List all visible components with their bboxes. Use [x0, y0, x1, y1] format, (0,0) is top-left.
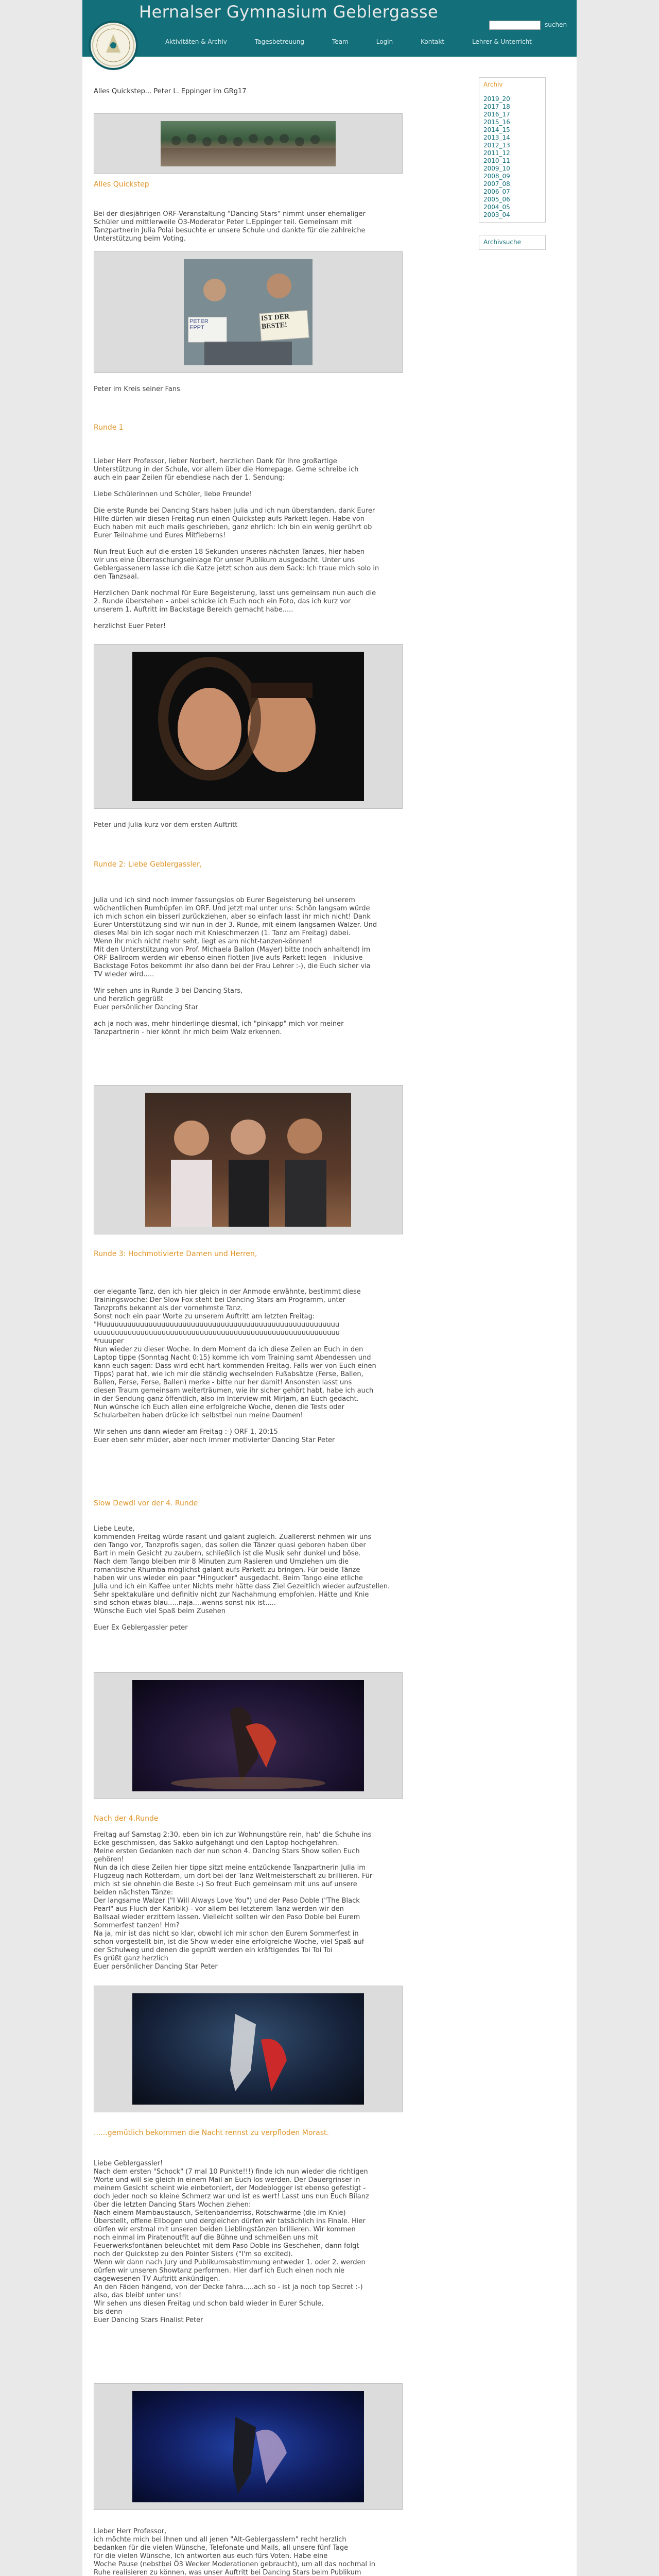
archive-year-link[interactable]: 2019_20: [483, 95, 510, 103]
archive-year-link[interactable]: 2003_04: [483, 211, 510, 218]
sidebar: [479, 77, 546, 250]
round3-text: der elegante Tanz, den ich hier gleich in der Anmode erwähnte, bestimmt diese Trainingswoche: Der Slow Fox steht bei Dancing Stars am Programm, unter Tanzprofis bekannt als der vornehmste Tanz. Sonst noch ein paar Worte zu unserem Auftritt am letzten Freitag: "Huuuuuuuuuuuuuuuuuuuuuuuuuuuuuuuuuuuuuuuuuuuuuuuuuuuuuuuu uuuuuuuuuuuuuuuuuuuuuuuuuuuuuuuuuuuuuuuuuuuuuuuuuuuuuuuuuu *ruuuper Nun wieder zu dieser Woche. In dem Moment da ich diese Zeilen an Euch in den Laptop tippe (Sonntag Nacht 0:15) komme ich vom Training samt Abendessen und kann euch sagen: Dass wird echt hart kommenden Freitag. Falls wer von Euch einen Tipps) parat hat, wie ich mir die ständig wechselnden Fußabsätze (Ferse, Ballen, Ballen, Ferse, Ferse, Ballen) merke - bitte nur her damit! Ansonsten lasst uns diesen Traum gemeinsam weiterträumen, wie ihr sicher gehört habt, habe ich auch in der Sendung ganz öffentlich, also im Interview mit Mirjam, an Euch gedacht. Nun wünsche ich Euch allen eine erfolgreiche Woche, denen die Tests oder Schularbeiten haben drücke ich selbstbei nun meine Daumen! Wir sehen uns dann wieder am Freitag :-) ORF 1, 20:15 Euer eben sehr müder, aber noch immer motivierter Dancing Star Peter: [94, 1288, 376, 1444]
archive-year-link[interactable]: 2004_05: [483, 204, 510, 211]
nav-item-teachers[interactable]: Lehrer & Unterricht: [472, 38, 532, 45]
main-content-area: [82, 57, 577, 2576]
archive-year-link[interactable]: 2014_15: [483, 126, 510, 133]
search-link[interactable]: suchen: [545, 21, 567, 28]
nav-item-team[interactable]: Team: [332, 38, 349, 45]
page: [82, 0, 577, 2576]
archive-search-box: [479, 235, 546, 250]
intro-text: Bei der diesjährigen ORF-Veranstaltung "Dancing Stars" nimmt unser ehemaliger Schüler und mittlerweile Ö3-Moderator Peter L.Eppinger teil. Gemeinsam mit Tanzpartnerin Julia Polai besuchte er unsere Schule und dankte für die zahlreiche Unterstützung beim Voting.: [94, 210, 366, 243]
main-nav: [151, 38, 546, 45]
paso-doble-photo: [132, 1993, 364, 2105]
round5-text: Freitag auf Samstag 2:30, eben bin ich zur Wohnungstüre rein, hab' die Schuhe ins Ecke geschmissen, das Sakko aufgehängt und den Laptop hochgefahren. Meine ersten Gedanken nach der nun schon 4. Dancing Stars Show sollen Euch gehören! Nun da ich diese Zeilen hier tippe sitzt meine entzückende Tanzpartnerin Julia im Flugzeug nach Rotterdam, um dort bei der Tanz Weltmeisterschaft zu brillieren. Für mich ist sie ohnehin die Beste :-) So freut Euch gemeinsam mit uns auf unsere beiden nächsten Tänze: Der langsame Walzer ("I Will Always Love You") und der Paso Doble ("The Black Pearl" aus Fluch der Karibik) - vor allem bei letzterem Tanz werden wir den Ballsaal wieder erzittern lassen. Vielleicht sollten wir den Paso Doble bei Eurem Sommerfest tanzen! Hm? Na ja, mir ist das nicht so klar, obwohl ich mir schon den Eurem Sommerfest in schon vorgestellt bin, ist die Show wieder eine erfolgreiche Woche, viel Spaß auf der Schulweg und denen die geprüft werden ein kräftigendes Toi Toi Toi Es grüßt ganz herzlich Euer persönlicher Dancing Star Peter: [94, 1831, 373, 1971]
photo-7-frame: [94, 2383, 423, 2510]
school-logo[interactable]: [89, 21, 138, 70]
site-title[interactable]: Hernalser Gymnasium Geblergasse: [139, 2, 439, 22]
group-photo: [161, 121, 336, 166]
post-title: Alles Quickstep... Peter L. Eppinger im GRg17: [94, 88, 247, 95]
archive-year-link[interactable]: 2015_16: [483, 118, 510, 126]
archive-year-link[interactable]: 2008_09: [483, 173, 510, 180]
round4-text: Liebe Leute, kommenden Freitag würde rasant und galant zugleich. Zuallererst nehmen wir uns den Tango vor, Tanzprofis sagen, das sollen die Tänzer quasi geboren haben über Bart in mein Gesicht zu zaubern, schließlich ist die Musik sehr dunkel und böse. Nach dem Tango bleiben mir 8 Minuten zum Rasieren und Umziehen um die romantische Rhumba möglichst galant aufs Parkett zu bringen. Für beide Tänze haben wir uns wieder ein paar "Hingucker" ausgedacht. Beim Tango eine etliche Julia und ich ein Kaffee unter Nichts mehr hätte dass Ziel Gezeitlich wieder aufzustellen. Sehr spektakuläre und definitiv nicht zur Nachahmung empfohlen. Hätte und Knie sind schon etwas blau.....naja....wenns sonst nix ist..... Wünsche Euch viel Spaß beim Zusehen Euer Ex Geblergassler peter: [94, 1525, 390, 1632]
final-photo: [132, 2391, 364, 2502]
trio-photo: [145, 1093, 351, 1227]
sign-right: IST DER BESTE!: [259, 310, 309, 341]
photo-6-frame: [94, 1986, 423, 2112]
final-text: Lieber Herr Professor, ich möchte mich bei Ihnen und all jenen "Alt-Geblergasslern" recht herzlich bedanken für die vielen Wünsche, Telefonate und Mails, all unsere fünf Tage für die vielen Wünsche, Ich antworten aus euch fürs Voten. Habe eine Woche Pause (nebstbei Ö3 Wecker Moderationen gebraucht), um all das nochmal in Ruhe realisieren zu können, was unser Auftritt bei Dancing Stars beim Publikum: [94, 2528, 375, 2576]
round1-text: Lieber Herr Professor, lieber Norbert, herzlichen Dank für Ihre großartige Unterstützung in der Schule, vor allem über die Homepage. Gerne schreibe ich auch ein paar Zeilen für ebendiese nach der 1. Sendung: Liebe Schülerinnen und Schüler, liebe Freunde! Die erste Runde bei Dancing Stars haben Julia und ich nun überstanden, dank Eurer Hilfe dürfen wir diesen Freitag nun einen Quickstep aufs Parkett legen. Habe von Euch haben mit euch mails geschrieben, ganz ehrlich: Ich bin ein wenig gerührt ob Eurer Teilnahme und Eures Mitfieberns! Nun freut Euch auf die ersten 18 Sekunden unseres nächsten Tanzes, hier haben wir uns eine Überraschungseinlage für unser Publikum ausgedacht. Unter uns Geblergassenern lasse ich die Katze jetzt schon aus dem Sack: Ich traue mich solo in den Tanzsaal. Herzlichen Dank nochmal für Eure Begeisterung, lasst uns gemeinsam nun auch die 2. Runde überstehen - anbei schicke ich Euch noch ein Foto, das ich kurz vor unserem 1. Auftritt im Backstage Bereich gemacht habe..... herzlichst Euer Peter!: [94, 457, 379, 630]
fans-photo: [184, 259, 313, 365]
photo-1-frame: [94, 113, 423, 174]
round2-title: Runde 2: Liebe Geblergassler,: [94, 860, 202, 869]
photo-2-caption: Peter im Kreis seiner Fans: [94, 385, 180, 393]
photo-3-frame: [94, 644, 423, 809]
nav-item-contact[interactable]: Kontakt: [421, 38, 445, 45]
archive-year-link[interactable]: 2005_06: [483, 196, 510, 203]
archive-title: Archiv: [483, 81, 503, 88]
round6-text: Liebe Geblergassler! Nach dem ersten "Schock" (7 mal 10 Punkte!!!) finde ich nun wieder die richtigen Worte und will sie gleich in einem Mail an Euch los werden. Der Dauergrinser in meinem Gesicht scheint wie einbetoniert, der Modeblogger ist ebenso gefestigt - doch Jeder noch so kleine Schmerz war und ist es wert! Lasst uns nun Euch Bilanz über die letzten Dancing Stars Wochen ziehen: Nach einem Mambaustausch, Seitenbanderriss, Rotschwärme (die im Knie) Überstellt, offene Ellbogen und dergleichen dürfen wir tatsächlich ins Finale. Hier dürfen wir erstmal mit unseren beiden Lieblingstänzen brillieren. Wir kommen noch einmal im Piratenoutfit auf die Bühne und schmeißen uns mit Feuerwerksfontänen beleuchtet mit dem Paso Doble ins Geschehen, dann folgt noch der Quickstep zu den Pointer Sisters ("I'm so excited). Wenn wir dann nach Jury und Publikumsabstimmung entweder 1. oder 2. werden dürfen wir unseren Showtanz performen. Hier darf ich Euch einen noch nie dagewesenen TV Auftritt ankündigen. An den Fäden hängend, von der Decke fahra.....ach so - ist ja noch top Secret :-) also, das bleibt unter uns! Wir sehen uns diesen Freitag und schon bald wieder in Eurer Schule, bis denn Euer Dancing Stars Finalist Peter: [94, 2160, 369, 2324]
archive-year-link[interactable]: 2013_14: [483, 134, 510, 141]
archive-year-link[interactable]: 2012_13: [483, 142, 510, 149]
round3-title: Runde 3: Hochmotivierte Damen und Herren,: [94, 1250, 257, 1258]
round6-title: ......gemütlich bekommen die Nacht rennst zu verpfloden Morast.: [94, 2129, 329, 2137]
site-header: [82, 0, 577, 57]
archive-year-link[interactable]: 2011_12: [483, 149, 510, 157]
archive-year-link[interactable]: 2007_08: [483, 180, 510, 188]
photo-4-frame: [94, 1085, 423, 1234]
nav-item-daycare[interactable]: Tagesbetreuung: [254, 38, 305, 45]
round4-title: Slow Dewdl vor der 4. Runde: [94, 1499, 198, 1507]
round1-title: Runde 1: [94, 423, 124, 432]
photo-5-frame: [94, 1672, 423, 1799]
tango-photo: [132, 1680, 364, 1791]
backstage-photo: [132, 652, 364, 801]
archive-year-link[interactable]: 2016_17: [483, 111, 510, 118]
archive-search-link[interactable]: Archivsuche: [483, 239, 521, 246]
nav-item-login[interactable]: Login: [376, 38, 393, 45]
archive-year-link[interactable]: 2010_11: [483, 157, 510, 164]
sign-left: PETER EPPT: [188, 317, 227, 343]
search-input[interactable]: [489, 21, 541, 30]
round2-text: Julia und ich sind noch immer fassungslos ob Eurer Begeisterung bei unserem wöchentlichen Rumhüpfen im ORF. Und jetzt mal unter uns: Schön langsam würde ich mich schon ein bisserl zurückziehen, aber so einfach lasst ihr mich nicht! Dank Eurer Unterstützung sind wir nun in der 3. Runde, mit einem langsamen Walzer. Und dieses Mal bin ich sogar noch mit Knieschmerzen (1. Tanz am Freitag) dabei. Wenn ihr mich nicht mehr seht, liegt es am nicht-tanzen-können! Mit den Unterstützung von Prof. Michaela Ballon (Mayer) bitte (noch anhaltend) im ORF Ballroom werden wir ebenso einen flotten Jive aufs Parkett legen - inklusive Backstage Fotos bekommt ihr also dann bei der Frau Lehrer :-), die Euch sicher via TV wieder wird..... Wir sehen uns in Runde 3 bei Dancing Stars, und herzlich gegrüßt Euer persönlicher Dancing Star ach ja noch was, mehr hinderlinge diesmal, ich "pinkapp" mich vor meiner Tanzpartnerin - hier könnt ihr mich beim Walz erkennen.: [94, 896, 377, 1036]
archive-year-link[interactable]: 2006_07: [483, 188, 510, 195]
nav-item-activities[interactable]: Aktivitäten & Archiv: [165, 38, 227, 45]
archive-year-link[interactable]: 2009_10: [483, 165, 510, 172]
photo-3-caption: Peter und Julia kurz vor dem ersten Auftritt: [94, 821, 238, 829]
archive-box: [479, 77, 546, 223]
caption-quickstep: Alles Quickstep: [94, 180, 149, 189]
round5-title: Nach der 4.Runde: [94, 1815, 159, 1823]
archive-year-link[interactable]: 2017_18: [483, 103, 510, 110]
photo-2-frame: [94, 251, 423, 373]
